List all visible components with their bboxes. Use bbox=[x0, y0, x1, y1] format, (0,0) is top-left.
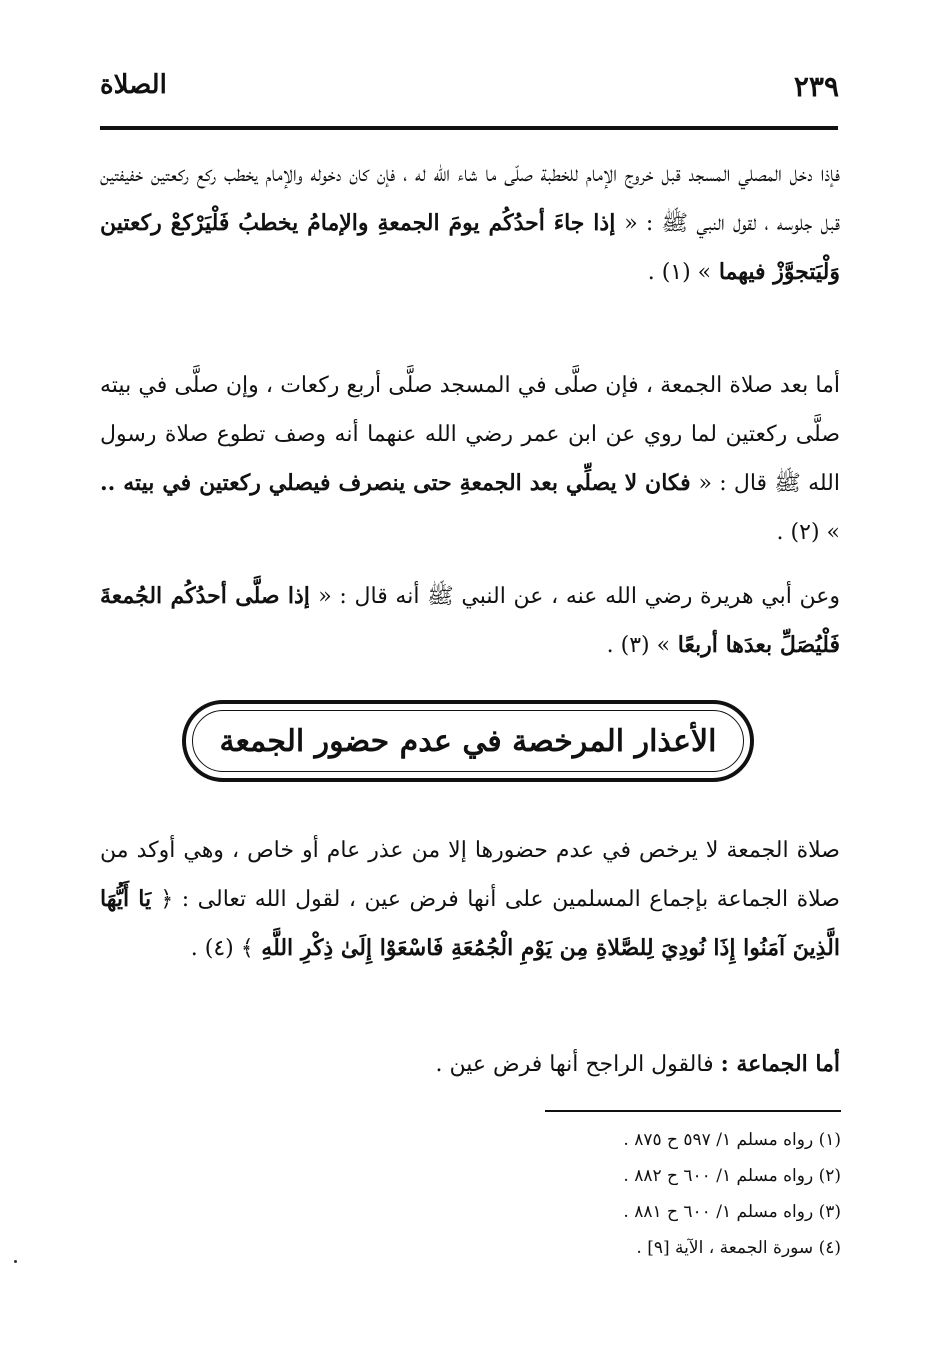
paragraph-text: » (١) . bbox=[647, 260, 712, 285]
paragraph-excuses bbox=[100, 826, 902, 973]
paragraph-after-jumuah bbox=[100, 361, 902, 557]
bold-lead: أما الجماعة : bbox=[720, 1051, 840, 1077]
footnote-rule bbox=[545, 1110, 841, 1112]
paragraph-abu-hurayrah bbox=[100, 572, 902, 670]
hadith-quote: فكان لا يصلِّي بعد الجمعةِ حتى ينصرف فيصلي ركعتين في بيته .. bbox=[100, 470, 699, 496]
footnote-item: (١) رواه مسلم ١/ ٥٩٧ ح ٨٧٥ . bbox=[623, 1130, 841, 1150]
footnotes bbox=[341, 1122, 841, 1266]
section-heading-box bbox=[182, 700, 754, 782]
paragraph-text: صلاة الجمعة لا يرخص في عدم حضورها إلا من عذر عام أو خاص ، وهي أوكد من صلاة الجماعة بإجماع المسلمين على أنها فرض عين ، لقول الله تعالى : ﴿ bbox=[100, 838, 840, 912]
footnote-item: (٢) رواه مسلم ١/ ٦٠٠ ح ٨٨٢ . bbox=[623, 1166, 841, 1186]
hadith-quote: إذا صلَّى أحدُكُم الجُمعةَ فَلْيُصَلِّ بعدَها أربعًا bbox=[100, 583, 840, 658]
paragraph-text: فإذا دخل المصلي المسجد قبل خروج الإمام للخطبة صلّى ما شاء الله له ، فإن كان دخوله والإمام يخطب ركع ركعتين خفيفتين قبل جلوسه ، لقول النبي ﷺ : « bbox=[100, 162, 840, 236]
section-heading: الأعذار المرخصة في عدم حضور الجمعة bbox=[219, 723, 717, 759]
hadith-quote: إذا جاءَ أحدُكُم يومَ الجمعةِ والإمامُ يخطبُ فَلْيَرْكعْ ركعتين وَلْيَتجوَّزْ فيهما bbox=[100, 210, 840, 285]
paragraph-entering-mosque bbox=[100, 150, 902, 297]
paragraph-text: » (٢) . bbox=[776, 520, 840, 545]
paragraph-text: فالقول الراجح أنها فرض عين . bbox=[435, 1052, 721, 1077]
page-number: ٢٣٩ bbox=[793, 70, 839, 103]
running-header-title: الصلاة bbox=[100, 70, 167, 100]
paragraph-text: ﴾ (٤) . bbox=[190, 936, 254, 961]
paragraph-text: وعن أبي هريرة رضي الله عنه ، عن النبي ﷺ أنه قال : « bbox=[318, 584, 840, 609]
footnote-item: (٤) سورة الجمعة ، الآية [٩] . bbox=[636, 1238, 841, 1258]
quran-verse: يَا أَيُّهَا الَّذِينَ آمَنُوا إِذَا نُودِيَ لِلصَّلاةِ مِن يَوْمِ الْجُمُعَةِ فَاسْعَوْا إِلَىٰ ذِكْرِ اللَّهِ bbox=[100, 886, 840, 961]
header-rule bbox=[100, 126, 838, 130]
paragraph-text: أما بعد صلاة الجمعة ، فإن صلَّى في المسجد صلَّى أربع ركعات ، وإن صلَّى في بيته صلَّى ركعتين لما روي عن ابن عمر رضي الله عنهما أنه وصف تطوع صلاة رسول الله ﷺ قال : « bbox=[100, 373, 840, 496]
paragraph-text: » (٣) . bbox=[606, 633, 671, 658]
scan-speck bbox=[14, 1260, 17, 1263]
paragraph-jamaah bbox=[100, 1040, 902, 1089]
footnote-item: (٣) رواه مسلم ١/ ٦٠٠ ح ٨٨١ . bbox=[623, 1202, 841, 1222]
